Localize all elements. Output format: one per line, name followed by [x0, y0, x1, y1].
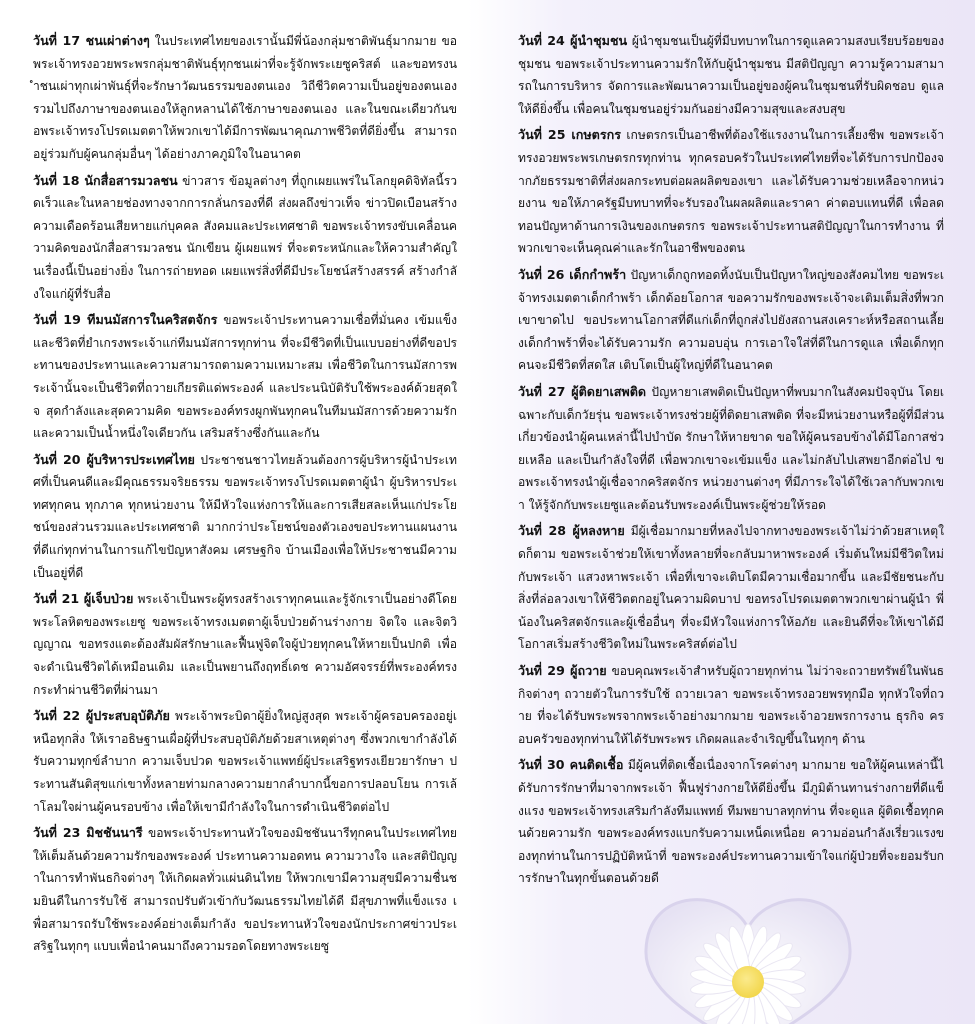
- prayer-entry-day-25: [518, 124, 944, 260]
- prayer-entry-day-26: [518, 264, 944, 377]
- entry-heading: วันที่ 25 เกษตรกร: [518, 127, 621, 143]
- entry-text: พระเจ้าเป็นพระผู้ทรงสร้างเราทุกคนและรู้จักเราเป็นอย่างดีโดยพระโลหิตของพระเยซู ขอพระเจ้าทรงเมตตาผู้เจ็บป่วยด้านร่างกาย จิตใจ และจิตวิญญาณ ขอทรงแตะต้องสัมผัสรักษาและฟื้นฟูจิตใจผู้ป่วยทุกคนให้หายเป็นปกติ เพื่อจะดำเนินชีวิตได้เหมือนเดิม และเป็นพยานถึงฤทธิ์เดช ความอัศจรรย์ที่พระองค์ทรงกระทำผ่านชีวิตที่ผ่านมา: [33, 592, 458, 697]
- entry-heading: วันที่ 23 มิชชันนารี: [33, 825, 143, 841]
- entry-text: มีผู้เชื่อมากมายที่หลงไปจากทางของพระเจ้าไม่ว่าด้วยสาเหตุใดก็ตาม ขอพระเจ้าช่วยให้เขาทั้งหลายที่จะกลับมาหาพระองค์ เริ่มต้นใหม่มีชีวิตใหม่กับพระเจ้า แสวงหาพระเจ้า เพื่อที่เขาจะเติบโตมีความเชื่อมากขึ้น และมีชัยชนะกับสิ่งที่ล่อลวงเขาให้ชีวิตตกอยู่ในความผิดบาป ขอทรงโปรดเมตตาพวกเขาผ่านผู้นำ พี่น้องในคริสตจักรและผู้เชื่ออื่นๆ ที่จะมีหัวใจแห่งการให้อภัย และยินดีที่จะให้เขาได้มีโอกาสเริ่มสร้างชีวิตใหม่ในพระคริสต์ต่อไป: [518, 524, 944, 652]
- prayer-entry-day-30: [518, 754, 944, 890]
- entry-text: ประชาชนชาวไทยล้วนต้องการผู้บริหารผู้นำประเทศที่เป็นคนดีและมีคุณธรรมจริยธรรม ขอพระเจ้าทรงโปรดเมตตาผู้นำ ผู้บริหารประเทศทุกคน ทุกภาค ทุกหน่วยงาน ให้มีหัวใจแห่งการให้และการเสียสละเห็นแก่ประโยชน์ของส่วนรวมและประเทศชาติ มากกว่าประโยชน์ของตัวเองขอประทานแผนงานที่ดีแก่ทุกท่านในการแก้ไขปัญหาสังคม เศรษฐกิจ บ้านเมืองเพื่อให้ประชาชนมีความเป็นอยู่ที่ดี: [33, 452, 457, 580]
- entry-heading: วันที่ 21 ผู้เจ็บป่วย: [33, 591, 134, 607]
- entry-text: ในประเทศไทยของเรานั้นมีพี่น้องกลุ่มชาติพันธุ์มากมาย ขอพระเจ้าทรงอวยพระพรกลุ่มชาติพันธุ์ทุกชนเผ่าที่จะรู้จักพระเยซูคริสต์ และขอทรงนำชนเผ่าทุกเผ่าพันธุ์ที่จะรักษาวัฒนธรรมของตนเอง วิถีชีวิตความเป็นอยู่ของตนเอง รวมไปถึงภาษาของตนเองให้ลูกหลานได้ใช้ภาษาของตนเอง และในขณะเดียวกันขอพระเจ้าทรงโปรดเมตตาให้พวกเขาได้มีการพัฒนาคุณภาพชีวิตที่ดียิ่งขึ้น สามารถอยู่ร่วมกับผู้คนกลุ่มอื่นๆ ได้อย่างภาคภูมิใจในอนาคต: [33, 34, 457, 161]
- entry-text: ปัญหาเด็กถูกทอดทิ้งนับเป็นปัญหาใหญ่ของสังคมไทย ขอพระเจ้าทรงเมตตาเด็กกำพร้า เด็กด้อยโอกาส ขอความรักของพระเจ้าจะเติมเต็มสิ่งที่พวกเขาขาดไป ขอประทานโอกาสที่ดีแก่เด็กที่ถูกส่งไปยังสถานสงเคราะห์หรือสถานเลี้ยงเด็กกำพร้าที่จะได้รับความรัก ความอบอุ่น การเอาใจใส่ที่ดีในการดูแล เพื่อเด็กทุกคนจะมีชีวิตที่สดใส เติบโตเป็นผู้ใหญ่ที่ดีในอนาคต: [518, 267, 944, 373]
- entry-text: ผู้นำชุมชนเป็นผู้ที่มีบทบาทในการดูแลความสงบเรียบร้อยของชุมชน ขอพระเจ้าประทานความรักให้กับผู้นำชุมชน มีสติปัญญา ความรู้ความสามารถในการบริหาร จัดการและพัฒนาความเป็นอยู่ของผู้คนในชุมชนที่รับผิดชอบ ดูแลให้ดียิ่งขึ้น เพื่อคนในชุมชนอยู่ร่วมกันอย่างมีความสุขและสงบสุข: [518, 34, 944, 116]
- entry-heading: วันที่ 28 ผู้หลงหาย: [518, 523, 625, 539]
- entry-heading: วันที่ 26 เด็กกำพร้า: [518, 266, 627, 282]
- prayer-entry-day-21: [33, 588, 457, 701]
- entry-heading: วันที่ 17 ชนเผ่าต่างๆ: [33, 33, 150, 48]
- prayer-entry-day-18: [33, 170, 457, 306]
- entry-text: ขอบคุณพระเจ้าสำหรับผู้ถวายทุกท่าน ไม่ว่าจะถวายทรัพย์ในพันธกิจต่างๆ ถวายตัวในการรับใช้ ถวายเวลา ขอพระเจ้าทรงอวยพรทุกมือ ทุกหัวใจที่ถวาย ที่จะได้รับพระพรจากพระเจ้าอย่างมากมาย ขอพระเจ้าอวยพรการงาน ธุรกิจ ครอบครัวของทุกท่านให้ได้รับพระพร เกิดผลและจำเริญขึ้นในทุกๆ ด้าน: [518, 664, 944, 746]
- prayer-entry-day-24: [518, 30, 944, 120]
- entry-heading: วันที่ 29 ผู้ถวาย: [518, 663, 607, 679]
- prayer-entry-day-17: [33, 30, 457, 166]
- daisy-flower-in-heart-icon: [628, 880, 868, 1024]
- entry-heading: วันที่ 24 ผู้นำชุมชน: [518, 33, 628, 48]
- prayer-entry-day-28: [518, 520, 944, 656]
- entry-heading: วันที่ 27 ผู้ติดยาเสพติด: [518, 383, 647, 399]
- entry-heading: วันที่ 18 นักสื่อสารมวลชน: [33, 172, 178, 188]
- entry-heading: วันที่ 30 คนติดเชื้อ: [518, 757, 624, 773]
- prayer-entry-day-20: [33, 449, 457, 585]
- entry-text: มีผู้คนที่ติดเชื้อเนื่องจากโรคต่างๆ มากมาย ขอให้ผู้คนเหล่านี้ได้รับการรักษาที่มาจากพระเจ้า ฟื้นฟูร่างกายให้ดียิ่งขึ้น มีภูมิต้านทานร่างกายที่ดีแข็งแรง ขอพระเจ้าทรงเสริมกำลังทีมแพทย์ ทีมพยาบาลทุกท่าน ที่จะดูแล ผู้ติดเชื้อทุกคนด้วยความรัก ขอพระองค์ทรงแบกรับความเหน็ดเหนื่อย ความอ่อนกำลังเรี่ยวแรงของทุกท่านในการปฏิบัติหน้าที่ ขอพระองค์ประทานความเข้าใจแก่ผู้ป่วยที่จะยอมรับการรักษาในทุกขั้นตอนด้วยดี: [518, 758, 944, 886]
- daisy-heart-illustration: [628, 880, 868, 1024]
- prayer-entry-day-22: [33, 705, 457, 818]
- entry-text: เกษตรกรเป็นอาชีพที่ต้องใช้แรงงานในการเลี้ยงชีพ ขอพระเจ้าทรงอวยพระพรเกษตรกรทุกท่าน ทุกครอบครัวในประเทศไทยที่จะได้รับการปกป้องจากภัยธรรมชาติที่ส่งผลกระทบต่อผลผลิตของเขา และได้รับความช่วยเหลือจากหน่วยงาน ขอให้ภาครัฐมีบทบาทที่จะรับรองในผลผลิตและราคา ค่าตอบแทนที่ดี เพื่อลดทอนปัญหาด้านการเงินของเกษตรกร ขอพระเจ้าประทานสติปัญญาในการทำงาน ที่พวกเขาจะเห็นคุณค่าและรักในอาชีพของตน: [518, 128, 944, 256]
- entry-text: ข่าวสาร ข้อมูลต่างๆ ที่ถูกเผยแพร่ในโลกยุคดิจิทัลนี้รวดเร็วและในหลายช่องทางจากการกลั่นกรองที่ดี ส่งผลถึงข่าวเท็จ ข่าวปิดเบือนสร้างความเดือดร้อนเสียหายแก่บุคคล สังคมและประเทศชาติ ขอพระเจ้าทรงขับเคลื่อนความคิดของนักสื่อสารมวลชน นักเขียน ผู้เผยแพร่ ที่จะตระหนักและให้ความสำคัญในเรื่องนี้เป็นอย่างยิ่ง ในการถ่ายทอด เผยแพร่สิ่งที่ดีมีประโยชน์สร้างสรรค์ สร้างกำลังใจแก่ผู้ที่รับสื่อ: [33, 173, 457, 301]
- entry-heading: วันที่ 20 ผู้บริหารประเทศไทย: [33, 451, 195, 467]
- prayer-entry-day-19: [33, 309, 457, 445]
- prayer-entry-day-23: [33, 822, 457, 958]
- entry-text: ขอพระเจ้าประทานหัวใจของมิชชันนารีทุกคนในประเทศไทยให้เต็มล้นด้วยความรักของพระองค์ ประทานความอดทน ความวางใจ และสติปัญญาในการทำพันธกิจต่างๆ ให้เกิดผลทั่วแผ่นดินไทย ให้พวกเขามีความสุขมีความชื่นชมยินดีในการรับใช้ สามารถปรับตัวเข้ากับวัฒนธรรมไทยได้ดี มีสุขภาพที่แข็งแรง เพื่อสามารถรับใช้พระองค์อย่างเต็มกำลัง ขอประทานหัวใจของนักประกาศข่าวประเสริฐในทุกๆ แบบเพื่อนำคนมาถึงความรอดโดยทางพระเยซู: [33, 826, 457, 954]
- right-column: [518, 30, 944, 894]
- prayer-entry-day-29: [518, 660, 944, 750]
- entry-text: ขอพระเจ้าประทานความเชื่อที่มั่นคง เข้มแข็ง และชีวิตที่ยำเกรงพระเจ้าแก่ทีมนมัสการทุกท่าน ที่จะมีชีวิตที่เป็นแบบอย่างที่ดีขอประทานของประทานและความสามารถตามความเหมาะสม เพื่อชีวิตในการนมัสการพระเจ้านั้นจะเป็นชีวิตที่ถวายเกียรติแด่พระองค์ และประนนิบัติรับใช้พระองค์ด้วยสุดใจ สุดกำลังและสุดความคิด ขอพระองค์ทรงผูกพันทุกคนในทีมนมัสการด้วยความรักและความเป็นน้ำหนึ่งใจเดียวกัน เสริมสร้างซึ่งกันและกัน: [33, 313, 457, 441]
- entry-heading: วันที่ 19 ทีมนมัสการในคริสตจักร: [33, 312, 218, 328]
- prayer-entry-day-27: [518, 381, 944, 517]
- daisy-center: [732, 966, 764, 998]
- entry-heading: วันที่ 22 ผู้ประสบอุบัติภัย: [33, 708, 170, 724]
- entry-text: ปัญหายาเสพติดเป็นปัญหาที่พบมากในสังคมปัจจุบัน โดยเฉพาะกับเด็กวัยรุ่น ขอพระเจ้าทรงช่วยผู้ที่ติดยาเสพติด ที่จะมีหน่วยงานหรือผู้ที่มีส่วนเกี่ยวข้องนำผู้คนเหล่านี้ไปบำบัด รักษาให้หายขาด ขอให้ผู้คนรอบข้างได้มีโอกาสช่วยเหลือ และเป็นกำลังใจที่ดี เพื่อพวกเขาจะเข้มแข็ง และไม่กลับไปเสพยาอีกต่อไป ขอพระเจ้าทรงนำผู้เชื่อจากคริสตจักร หน่วยงานต่างๆ ที่มีภาระใจได้ใช้เวลากับพวกเขา ให้รู้จักกับพระเยซูและต้อนรับพระองค์เป็นพระผู้ช่วยให้รอด: [518, 384, 944, 512]
- entry-text: พระเจ้าพระบิดาผู้ยิ่งใหญ่สูงสุด พระเจ้าผู้ครอบครองอยู่เหนือทุกสิ่ง ให้เราอธิษฐานเผื่อผู้ที่ประสบอุบัติภัยด้วยสาเหตุต่างๆ ซึ่งพวกเขากำลังได้รับความทุกข์ลำบาก ความเจ็บปวด ขอพระเจ้าแพทย์ผู้ประเสริฐทรงเยียวยารักษา ประทานสันติสุขแก่เขาทั้งหลายท่ามกลางความยากลำบากนี้ขอการปลอบโยน การเล้าโลมใจผ่านผู้คนรอบข้าง เพื่อให้เขามีกำลังใจในการดำเนินชีวิตต่อไป: [33, 709, 457, 814]
- left-column: [33, 30, 457, 962]
